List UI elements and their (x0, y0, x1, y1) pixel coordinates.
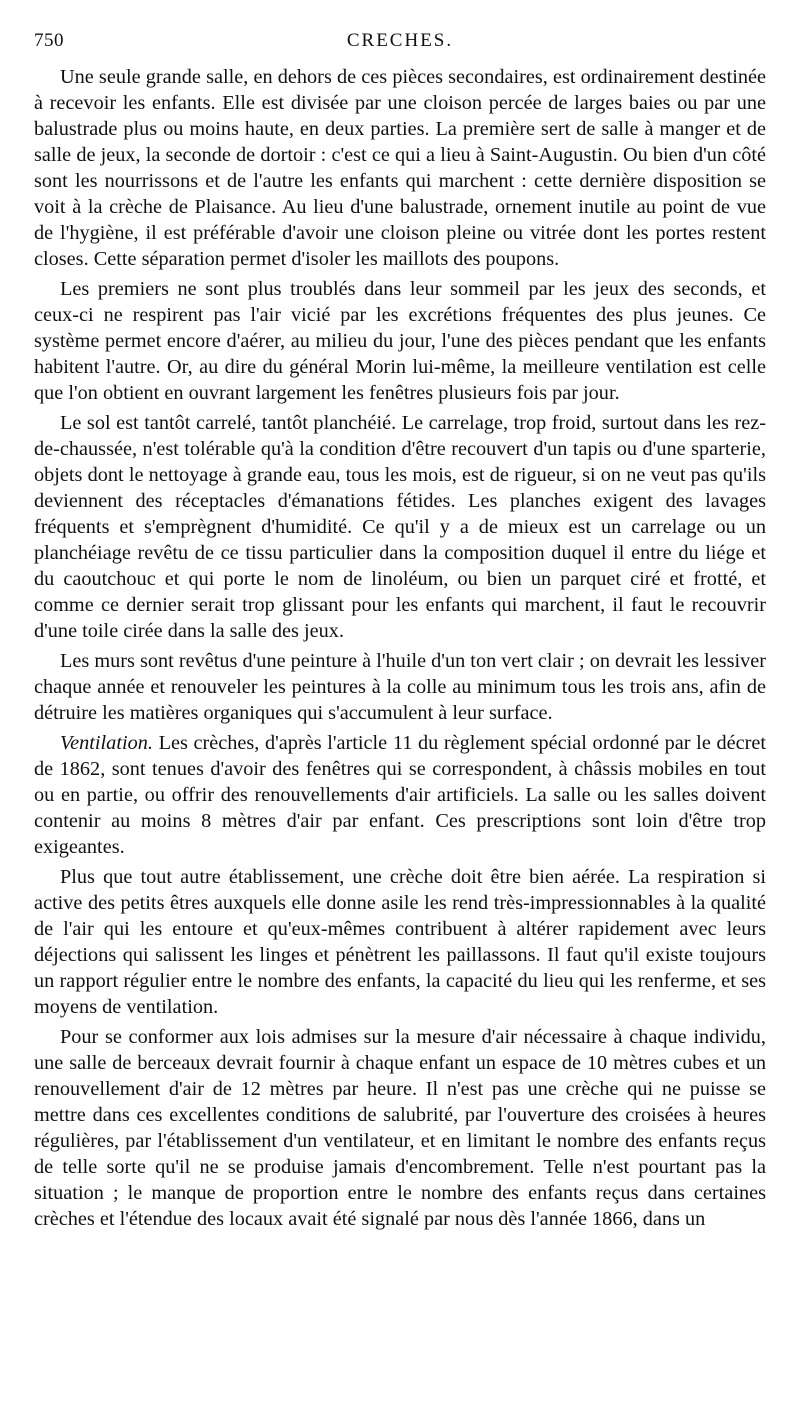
paragraph-text: Les crèches, d'après l'article 11 du règlement spécial ordonné par le décret de 1862, sont tenues d'avoir des fenêtres qui se correspondent, à châssis mobiles en tout ou en partie, ou offrir des renouvellements d'air artificiels. La salle ou les salles doivent contenir au moins 8 mètres d'air par enfant. Ces prescriptions sont loin d'être trop exigeantes. (34, 732, 766, 858)
paragraph-text: Une seule grande salle, en dehors de ces pièces secondaires, est ordinairement destinée à recevoir les enfants. Elle est divisée par une cloison percée de larges baies ou par une balustrade plus ou moins haute, en deux parties. La première sert de salle à manger et de salle de jeux, la seconde de dortoir : c'est ce qui a lieu à Saint-Augustin. Ou bien d'un côté sont les nourrissons et de l'autre les enfants qui marchent : cette dernière disposition se voit à la crèche de Plaisance. Au lieu d'une balustrade, ornement inutile au point de vue de l'hygiène, il est préférable d'avoir une cloison pleine ou vitrée dont les portes restent closes. Cette séparation permet d'isoler les maillots des poupons. (34, 66, 766, 270)
section-label-ventilation: Ventilation. (60, 732, 153, 754)
paragraph-text: Plus que tout autre établissement, une crèche doit être bien aérée. La respiration si active des petits êtres auxquels elle donne asile les rend très-impressionnables à la qualité de l'air qui les entoure et qu'eux-mêmes contribuent à altérer rapidement avec leurs déjections qui salissent les linges et pénètrent les paillassons. Il faut qu'il existe toujours un rapport régulier entre le nombre des enfants, la capacité du lieu qui les renferme, et ses moyens de ventilation. (34, 866, 766, 1018)
paragraph-premiers (34, 276, 766, 406)
paragraph-text: Les premiers ne sont plus troublés dans leur sommeil par les jeux des seconds, et ceux-ci ne respirent pas l'air vicié par les excrétions fréquentes des plus jeunes. Ce système permet encore d'aérer, au milieu du jour, l'une des pièces pendant que les enfants habitent l'autre. Or, au dire du général Morin lui-même, la meilleure ventilation est celle que l'on obtient en ouvrant largement les fenêtres plusieurs fois par jour. (34, 278, 766, 404)
running-header (34, 24, 766, 64)
paragraph-aeration (34, 864, 766, 1020)
running-title: CRECHES. (346, 30, 454, 51)
page-number: 750 (34, 30, 64, 51)
paragraph-sol (34, 410, 766, 644)
paragraph-mesure-air (34, 1024, 766, 1232)
body-text (34, 64, 766, 1232)
paragraph-ventilation (34, 730, 766, 860)
paragraph-salle (34, 64, 766, 272)
paragraph-text: Pour se conformer aux lois admises sur la mesure d'air nécessaire à chaque individu, une salle de berceaux devrait fournir à chaque enfant un espace de 10 mètres cubes et un renouvellement d'air de 12 mètres par heure. Il n'est pas une crèche qui ne puisse se mettre dans ces excellentes conditions de salubrité, par l'ouverture des croisées à heures régulières, par l'établissement d'un ventilateur, et en limitant le nombre des enfants reçus de telle sorte qu'il ne se produise jamais d'encombrement. Telle n'est pourtant pas la situation ; le manque de proportion entre le nombre des enfants reçus dans certaines crèches et l'étendue des locaux avait été signalé par nous dès l'année 1866, dans un (34, 1026, 766, 1230)
paragraph-text: Les murs sont revêtus d'une peinture à l'huile d'un ton vert clair ; on devrait les lessiver chaque année et renouveler les peintures à la colle au minimum tous les trois ans, afin de détruire les matières organiques qui s'accumulent à leur surface. (34, 650, 766, 724)
book-page (34, 24, 766, 1236)
paragraph-text: Le sol est tantôt carrelé, tantôt planchéié. Le carrelage, trop froid, surtout dans les rez-de-chaussée, n'est tolérable qu'à la condition d'être recouvert d'un tapis ou d'une sparterie, objets dont le nettoyage à grande eau, tous les mois, est de rigueur, si on ne veut pas qu'ils deviennent des réceptacles d'émanations fétides. Les planches exigent des lavages fréquents et s'emprègnent d'humidité. Ce qu'il y a de mieux est un carrelage ou un planchéiage revêtu de ce tissu particulier dans la composition duquel il entre du liége et du caoutchouc et qui porte le nom de linoléum, ou bien un parquet ciré et frotté, et comme ce dernier serait trop glissant pour les enfants qui marchent, il faut le recouvrir d'une toile cirée dans la salle des jeux. (34, 412, 766, 642)
paragraph-murs (34, 648, 766, 726)
